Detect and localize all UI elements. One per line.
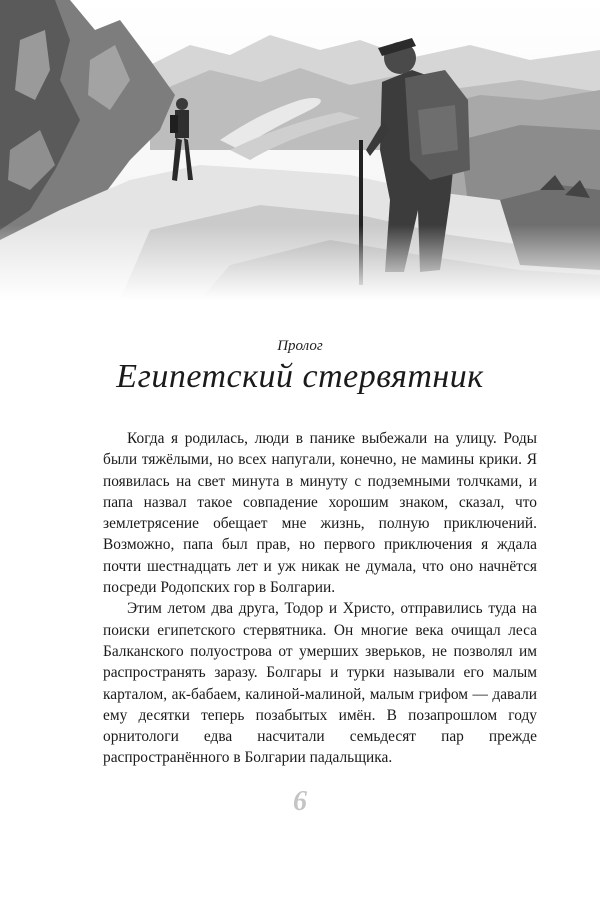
chapter-label: Пролог	[277, 338, 323, 354]
body-text	[103, 428, 537, 769]
page-number: 6	[293, 786, 307, 817]
paragraph: Этим летом два друга, Тодор и Христо, отправились туда на поиски египетского стервятника. Он многие века очищал леса Балканского полуострова от умерших зверьков, не позволял им распространять заразу. Болгары и турки называли его малым карталом, ак-бабаем, калиной-малиной, малым грифом — давали ему десятки теперь позабытых имён. В позапрошлом году орнитологи едва насчитали семьдесят пар прежде распространённого в Болгарии падальщика.	[103, 600, 537, 767]
mountain-hikers-illustration	[0, 0, 600, 300]
chapter-title: Египетский стервятник	[116, 358, 484, 395]
paragraph: Когда я родилась, люди в панике выбежали на улицу. Роды были тяжёлыми, но всех напугали, конечно, не мамины крики. Я появилась на свет минута в минуту с подземными толчками, и папа назвал такое совпадение хорошим знаком, сказал, что землетрясение обещает мне жизнь, полную приключений. Возможно, папа был прав, но первого приключения я ждала почти шестнадцать лет и уж никак не думала, что оно начнётся посреди Родопских гор в Болгарии.	[103, 430, 537, 597]
